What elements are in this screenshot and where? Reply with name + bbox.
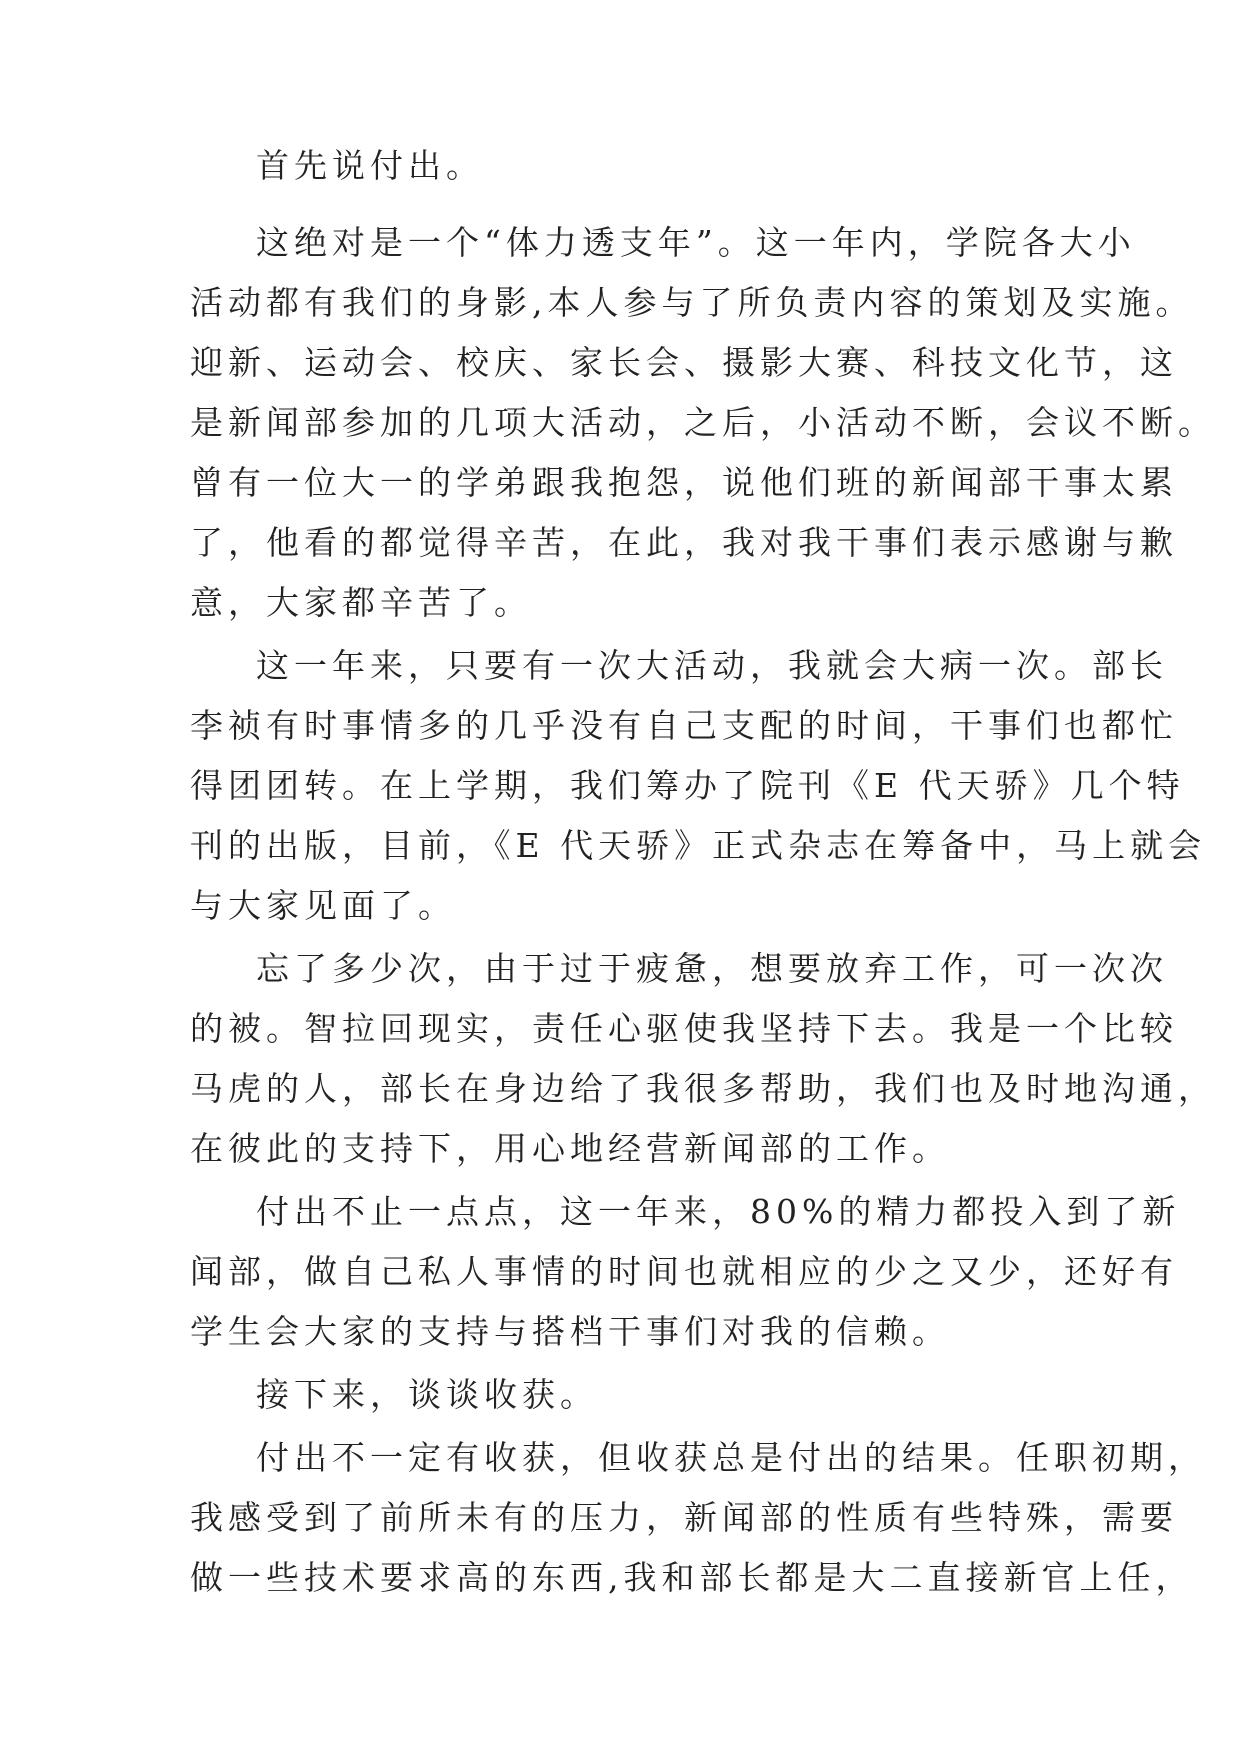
paragraph-line: 付出不一定有收获，但收获总是付出的结果。任职初期， (256, 1438, 1206, 1477)
paragraph-line: 学生会大家的支持与搭档干事们对我的信赖。 (190, 1312, 950, 1351)
paragraph-line: 李祯有时事情多的几乎没有自己支配的时间，干事们也都忙 (190, 706, 1178, 745)
paragraph-line: 接下来，谈谈收获。 (256, 1375, 598, 1414)
paragraph-line: 忘了多少次，由于过于疲惫，想要放弃工作，可一次次 (256, 949, 1168, 988)
paragraph-line: 刊的出版，目前，《E 代天骄》正式杂志在筹备中，马上就会 (190, 826, 1207, 865)
paragraph-line: 意，大家都辛苦了。 (190, 583, 532, 622)
paragraph-line: 得团团转。在上学期，我们筹办了院刊《E 代天骄》几个特 (190, 766, 1185, 805)
paragraph-line: 了，他看的都觉得辛苦，在此，我对我干事们表示感谢与歉 (190, 523, 1178, 562)
paragraph-line: 付出不止一点点，这一年来，80%的精力都投入到了新 (256, 1192, 1181, 1231)
paragraph-line: 活动都有我们的身影,本人参与了所负责内容的策划及实施。 (190, 283, 1194, 322)
paragraph-line: 做一些技术要求高的东西,我和部长都是大二直接新官上任， (190, 1558, 1194, 1597)
paragraph-line: 首先说付出。 (256, 146, 484, 185)
paragraph-line: 的被。智拉回现实，责任心驱使我坚持下去。我是一个比较 (190, 1009, 1178, 1048)
paragraph-line: 马虎的人，部长在身边给了我很多帮助，我们也及时地沟通， (190, 1069, 1216, 1108)
paragraph-line: 曾有一位大一的学弟跟我抱怨，说他们班的新闻部干事太累 (190, 463, 1178, 502)
paragraph-line: 迎新、运动会、校庆、家长会、摄影大赛、科技文化节，这 (190, 343, 1178, 382)
paragraph-line: 是新闻部参加的几项大活动，之后，小活动不断，会议不断。 (190, 403, 1216, 442)
paragraph-line: 这绝对是一个“体力透支年”。这一年内，学院各大小 (256, 223, 1136, 262)
paragraph-line: 闻部，做自己私人事情的时间也就相应的少之又少，还好有 (190, 1252, 1178, 1291)
paragraph-line: 这一年来，只要有一次大活动，我就会大病一次。部长 (256, 646, 1168, 685)
paragraph-line: 我感受到了前所未有的压力，新闻部的性质有些特殊，需要 (190, 1498, 1178, 1537)
paragraph-line: 与大家见面了。 (190, 886, 456, 925)
paragraph-line: 在彼此的支持下，用心地经营新闻部的工作。 (190, 1129, 950, 1168)
